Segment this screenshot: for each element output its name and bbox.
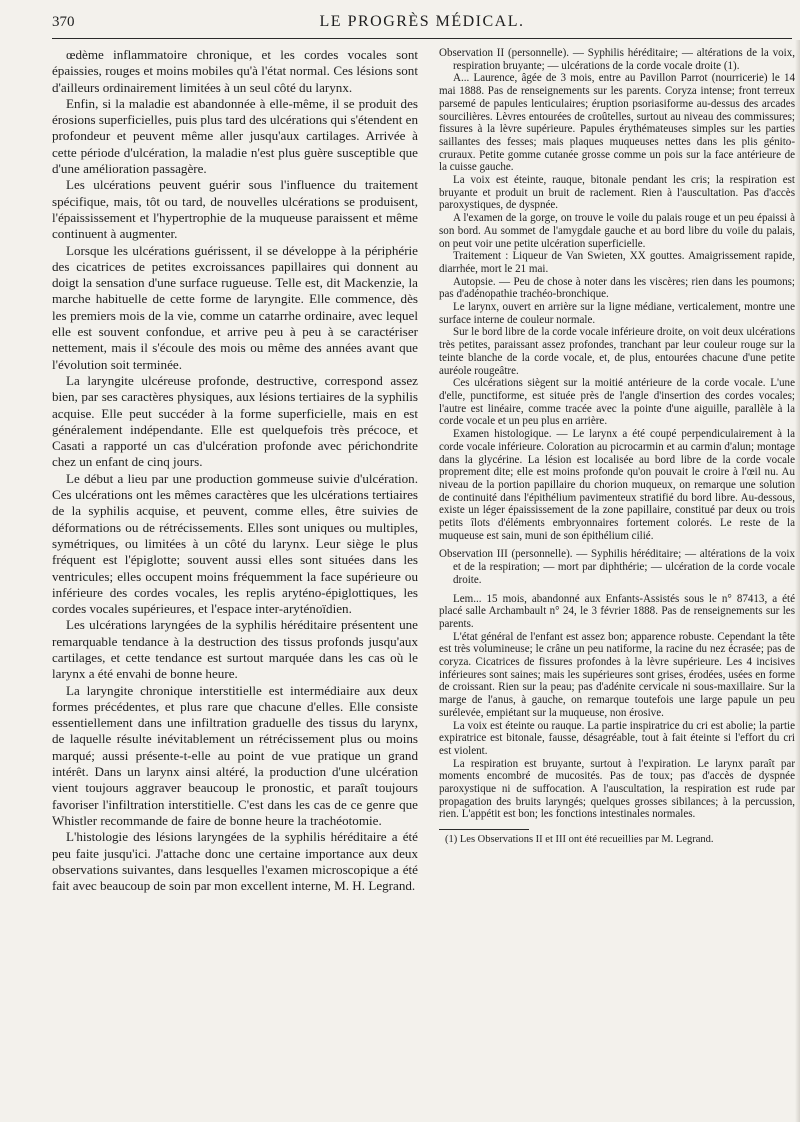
journal-title: LE PROGRÈS MÉDICAL. [319, 13, 525, 30]
paragraph: La respiration est bruyante, surtout à l'expiration. Le larynx paraît par moments encombré de mucosités. Pas de toux; pas d'accès de dyspnée paroxystique ni de suffocation. A l'auscultation, la respiration est rude par propagation des bruits laryngés; quelques grosses sibilances; à la percussion, rien. L'appétit est bon; les fonctions intestinales normales. [439, 757, 795, 821]
paragraph: La voix est éteinte ou rauque. La partie inspiratrice du cri est abolie; la partie expiratrice est bitonale, fausse, désagréable, tout à fait éteinte si l'effort du cri est violent. [439, 719, 795, 757]
paragraph: Traitement : Liqueur de Van Swieten, XX gouttes. Amaigrissement rapide, diarrhée, mort le 21 mai. [439, 250, 795, 275]
footnote: (1) Les Observations II et III ont été recueillies par M. Legrand. [445, 834, 714, 846]
paragraph: Le larynx, ouvert en arrière sur la ligne médiane, verticalement, montre une surface interne de couleur normale. [439, 301, 795, 326]
paragraph: Sur le bord libre de la corde vocale inférieure droite, on voit deux ulcérations très petites, paraissant assez profondes, tranchant par leur couleur rouge sur la teinte blanche de la corde vocale, et, de plus, entourées chacune d'une petite auréole rougeâtre. [439, 326, 795, 377]
observation-heading: Observation II (personnelle). — Syphilis héréditaire; — altérations de la voix, respiration bruyante; — ulcérations de la corde vocale droite (1). [439, 47, 795, 72]
paragraph: A l'examen de la gorge, on trouve le voile du palais rouge et un peu épaissi à son bord. Au sommet de l'amygdale gauche et au bord libre du voile du palais, on peut voir une petite ulcération superficielle. [439, 212, 795, 250]
paragraph: Enfin, si la maladie est abandonnée à elle-même, il se produit des érosions superficielles, puis plus tard des ulcérations qui s'étendent en profondeur et peuvent même aller jusqu'aux cartilages. Arrivée à cette période d'ulcération, la maladie n'est plus guère susceptible que d'une amélioration passagère. [52, 95, 418, 177]
right-column [439, 47, 795, 847]
paragraph: A... Laurence, âgée de 3 mois, entre au Pavillon Parrot (nourricerie) le 14 mai 1888. Pas de renseignements sur les parents. Coryza intense; front terreux parsemé de papules lenticulaires; éruption psoriasiforme au-dessus des arcades sourcilières. Lèvres entourées de croûtelles, surtout au niveau des commissures; fissures à la lèvre supérieure. Papules érythémateuses simples sur les parties saillantes des fesses; mais plaques muqueuses nettes dans les plis génito-cruraux. Petite gomme cutanée grosse comme un pois sur la face antérieure de la cuisse gauche. [439, 72, 795, 174]
paragraph: La laryngite chronique interstitielle est intermédiaire aux deux formes précédentes, et plus rare que chacune d'elles. Elle consiste essentiellement dans une infiltration graduelle des tissus du larynx, de laquelle résulte inévitablement un rétrécissement plus ou moins marqué; aussi présente-t-elle au point de vue pratique un grand intérêt. Dans un larynx ainsi altéré, la production d'une ulcération vient toujours aggraver beaucoup le pronostic, et paraît toujours favoriser l'infiltration interstitielle. C'est dans les cas de ce genre que Whistler recommande de faire de bonne heure la trachéotomie. [52, 682, 418, 828]
left-column [52, 47, 418, 894]
footnote-rule [439, 829, 529, 830]
paragraph: œdème inflammatoire chronique, et les cordes vocales sont épaissies, rouges et moins mobiles qu'à l'état normal. Ces lésions sont d'ailleurs ordinairement limitées à un seul côté du larynx. [52, 47, 418, 95]
paragraph: Autopsie. — Peu de chose à noter dans les viscères; rien dans les poumons; pas d'adénopathie trachéo-bronchique. [439, 275, 795, 301]
paragraph: Le début a lieu par une production gommeuse suivie d'ulcération. Ces ulcérations ont les mêmes caractères que les ulcérations tertiaires de la syphilis acquise, et peuvent, comme elles, être suivies de déformations ou de rétrécissements. Elles sont uniques ou multiples, symétriques, ou limitées à un côté du larynx. Leur siège le plus fréquent est l'épiglotte; souvent aussi elles sont situées dans les ventricules; elles occupent moins fréquemment la face supérieure ou inférieure des cordes vocales, les replis aryténo-épiglottiques, les cordes vocales supérieures, et l'espace inter-aryténoïdien. [52, 470, 418, 617]
paragraph: Les ulcérations peuvent guérir sous l'influence du traitement spécifique, mais, tôt ou tard, de nouvelles ulcérations se produisent, l'épaississement et l'hypertrophie de la muqueuse paraissent et même continuent à augmenter. [52, 177, 418, 242]
paragraph: Lorsque les ulcérations guérissent, il se développe à la périphérie des cicatrices de petites excroissances papillaires qui donnent au doigt la sensation d'une surface rugueuse. Telle est, dit Mackenzie, la marche habituelle de cette forme de laryngite. Elle commence, dès les premiers mois de la vie, comme un catarrhe ordinaire, avec lequel elle est souvent confondue, et arrive peu à peu à se caractériser nettement, mais il s'écoule des mois ou même des années avant que l'évolution soit terminée. [52, 242, 418, 372]
paragraph: Les ulcérations laryngées de la syphilis héréditaire présentent une remarquable tendance à la destruction des tissus profonds jusqu'aux cartilages, et cette tendance est surtout marquée dans les cas où le larynx a été envahi de bonne heure. [52, 617, 418, 682]
paragraph: Ces ulcérations siègent sur la moitié antérieure de la corde vocale. L'une d'elle, punctiforme, est située près de l'angle d'insertion des cordes vocales; l'autre est linéaire, comme tracée avec la pointe d'une aiguille, parallèle à la corde vocale et un peu plus en arrière. [439, 377, 795, 428]
paragraph: La voix est éteinte, rauque, bitonale pendant les cris; la respiration est bruyante et produit un bruit de raclement. Rien à l'auscultation. Pas d'accès paroxystiques, de dyspnée. [439, 174, 795, 212]
page-header [52, 12, 792, 39]
observation-heading: Observation III (personnelle). — Syphilis héréditaire; — altérations de la voix et de la respiration; — mort par diphthérie; — ulcération de la corde vocale droite. [439, 548, 795, 586]
paragraph: L'état général de l'enfant est assez bon; apparence robuste. Cependant la tête est très volumineuse; le crâne un peu natiforme, la racine du nez écrasée; pas de coryza. Cicatrices de fissures profondes à la lèvre supérieure. Les 4 incisives inférieures sont saines; mais les supérieures sont grises, érodées, usées en forme de croissant. Rien sur la peau; pas d'adénite cervicale ni sous-maxillaire. Sur la marge de l'anus, à gauche, on remarque toutefois une large papule un peu surélevée, empiétant sur la muqueuse, non érosive. [439, 630, 795, 719]
paragraph: Examen histologique. — Le larynx a été coupé perpendiculairement à la corde vocale inférieure. Coloration au picrocarmin et au carmin d'alun; montage dans la glycérine. La lésion est localisée au bord libre de la corde vocale proprement dite; elle est moins profonde qu'on pouvait le croire à l'œil nu. Au niveau de la portion papillaire du chorion muqueux, on remarque une solution de continuité dans l'épithélium pavimenteux stratifié du bord libre. Au-dessous, existe un léger épaississement de la zone papillaire, constitué par deux ou trois petits îlots d'éléments embryonnaires fortement colorés. Le reste de la muqueuse est sain, muni de son épithélium cilié. [439, 428, 795, 542]
paragraph: La laryngite ulcéreuse profonde, destructive, correspond assez bien, par ses caractères physiques, aux lésions tertiaires de la syphilis acquise. Elle peut succéder à la forme superficielle, mais en est généralement indépendante. Elle est quelquefois très précoce, et Casati a rapporté un cas d'ulcération profonde avec périchondrite chez un enfant de cinq jours. [52, 372, 418, 470]
paragraph: Lem... 15 mois, abandonné aux Enfants-Assistés sous le n° 87413, a été placé salle Archambault n° 24, le 3 février 1888. Pas de renseignements sur les parents. [439, 592, 795, 630]
page-edge-shadow [795, 40, 800, 1122]
paragraph: L'histologie des lésions laryngées de la syphilis héréditaire a été peu faite jusqu'ici. J'attache donc une certaine importance aux deux observations suivantes, dans lesquelles l'examen microscopique a été fait avec beaucoup de soin par mon excellent interne, M. H. Legrand. [52, 829, 418, 894]
page-number: 370 [52, 14, 75, 30]
